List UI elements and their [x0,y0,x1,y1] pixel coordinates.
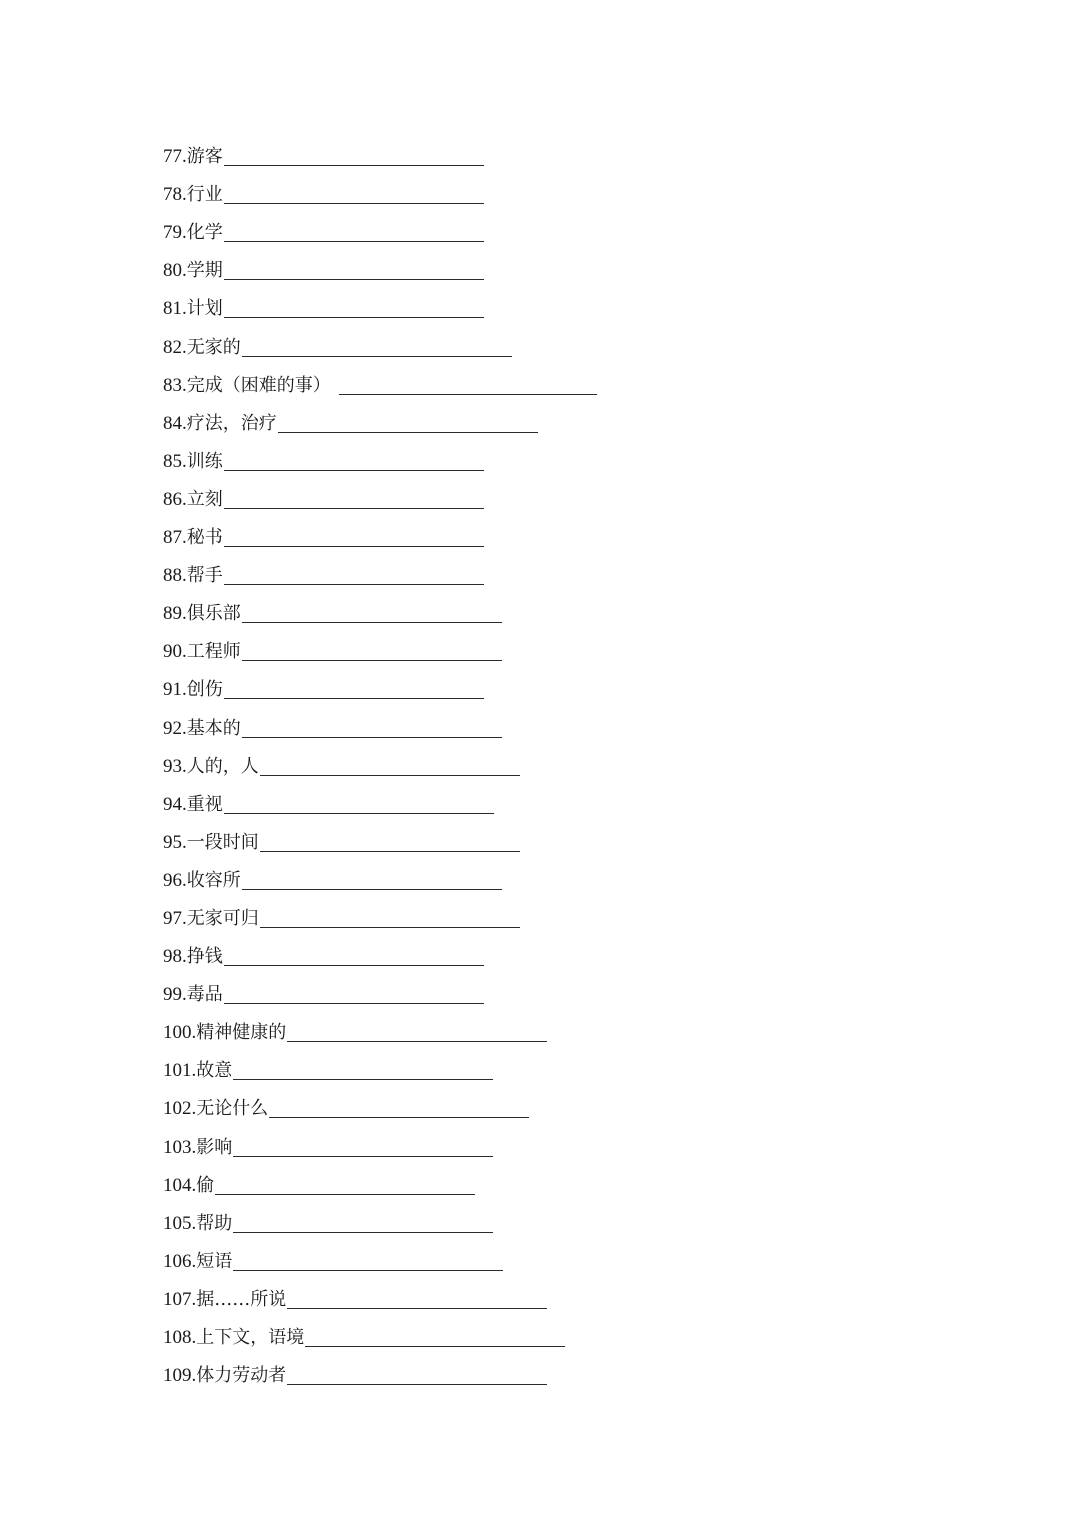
list-item [163,555,963,593]
item-number: 83. [163,374,187,396]
item-term: 工程师 [186,641,241,663]
answer-blank[interactable] [269,1117,529,1118]
item-term: 化学 [186,222,223,244]
item-number: 107. [163,1288,197,1310]
list-item [163,1241,963,1279]
list-item [163,1088,963,1126]
answer-blank[interactable] [260,927,520,928]
list-item [163,441,963,479]
item-number: 82. [163,336,187,358]
answer-blank[interactable] [224,698,484,699]
answer-blank[interactable] [233,1270,503,1271]
item-term: 收容所 [186,869,241,891]
answer-blank[interactable] [242,737,502,738]
list-item [163,1126,963,1164]
item-number: 103. [163,1136,197,1158]
item-term: 游客 [186,146,223,168]
answer-blank[interactable] [242,356,512,357]
item-number: 94. [163,793,187,815]
item-term: 短语 [196,1250,233,1272]
item-number: 108. [163,1327,197,1348]
item-number: 92. [163,717,187,739]
item-term: 毒品 [186,984,223,1006]
answer-blank[interactable] [233,1232,493,1233]
answer-blank[interactable] [224,546,484,547]
item-number: 99. [163,984,187,1006]
list-item [163,1317,963,1355]
item-term: 人的，人 [186,755,259,777]
answer-blank[interactable] [305,1346,565,1347]
item-number: 97. [163,907,187,929]
item-term: 精神健康的 [196,1022,287,1044]
item-term: 帮手 [186,565,223,587]
answer-blank[interactable] [260,775,520,776]
item-number: 101. [163,1060,197,1082]
item-number: 88. [163,565,187,587]
list-item [163,174,963,212]
item-term: 挣钱 [186,946,223,968]
list-item [163,1050,963,1088]
list-item [163,1279,963,1317]
item-number: 102. [163,1098,197,1120]
list-item [163,1355,963,1393]
item-number: 84. [163,412,187,434]
list-item [163,136,963,174]
answer-blank[interactable] [224,279,484,280]
list-item [163,860,963,898]
answer-blank[interactable] [287,1384,547,1385]
answer-blank[interactable] [215,1194,475,1195]
item-term: 无论什么 [196,1098,269,1120]
item-number: 79. [163,222,187,244]
answer-blank[interactable] [233,1079,493,1080]
item-number: 104. [163,1174,197,1196]
answer-blank[interactable] [278,432,538,433]
item-term: 基本的 [186,717,241,739]
item-number: 93. [163,755,187,777]
answer-blank[interactable] [224,203,484,204]
item-term: 秘书 [186,527,223,549]
list-item [163,517,963,555]
item-term: 无家可归 [186,907,259,929]
item-term: 影响 [196,1136,233,1158]
answer-blank[interactable] [224,317,484,318]
item-term: 一段时间 [186,831,259,853]
list-item [163,974,963,1012]
list-item [163,479,963,517]
item-term: 帮助 [196,1212,233,1234]
item-term: 据……所说 [196,1288,287,1310]
answer-blank[interactable] [224,965,484,966]
answer-blank[interactable] [224,508,484,509]
answer-blank[interactable] [224,813,494,814]
list-item [163,1203,963,1241]
item-term: 俱乐部 [186,603,241,625]
item-term: 行业 [186,184,223,206]
item-number: 77. [163,146,187,168]
item-number: 106. [163,1250,197,1272]
answer-blank[interactable] [287,1308,547,1309]
item-number: 80. [163,260,187,282]
list-item [163,365,963,403]
item-term: 计划 [186,298,223,320]
list-item [163,746,963,784]
answer-blank[interactable] [224,241,484,242]
item-number: 78. [163,184,187,206]
item-number: 81. [163,298,187,320]
answer-blank[interactable] [242,889,502,890]
list-item [163,669,963,707]
item-term: 疗法，治疗 [186,412,277,434]
item-term: 重视 [186,793,223,815]
item-term: 创伤 [186,679,223,701]
item-term: 完成（困难的事） [186,374,331,396]
list-item [163,288,963,326]
answer-blank[interactable] [233,1156,493,1157]
item-number: 85. [163,450,187,472]
item-term: 立刻 [186,488,223,510]
list-item [163,898,963,936]
list-item [163,631,963,669]
item-number: 86. [163,488,187,510]
list-item [163,1012,963,1050]
item-number: 105. [163,1212,197,1234]
answer-blank[interactable] [242,622,502,623]
item-number: 100. [163,1022,197,1044]
vocabulary-worksheet [163,136,963,1393]
item-number: 91. [163,679,187,701]
item-number: 89. [163,603,187,625]
item-term: 体力劳动者 [196,1365,287,1387]
list-item [163,212,963,250]
list-item [163,1165,963,1203]
list-item [163,250,963,288]
answer-blank[interactable] [242,660,502,661]
answer-blank[interactable] [287,1041,547,1042]
answer-blank[interactable] [224,584,484,585]
item-number: 95. [163,831,187,853]
list-item [163,707,963,745]
item-term: 故意 [196,1060,233,1082]
item-number: 87. [163,527,187,549]
list-item [163,936,963,974]
item-number: 98. [163,946,187,968]
list-item [163,593,963,631]
item-term: 学期 [186,260,223,282]
item-number: 90. [163,641,187,663]
list-item [163,784,963,822]
list-item [163,822,963,860]
item-term: 上下文，语境 [196,1327,305,1348]
item-number: 109. [163,1365,197,1387]
answer-blank[interactable] [224,470,484,471]
item-term: 训练 [186,450,223,472]
answer-blank[interactable] [224,165,484,166]
answer-blank[interactable] [260,851,520,852]
item-term: 无家的 [186,336,241,358]
item-number: 96. [163,869,187,891]
list-item [163,403,963,441]
answer-blank[interactable] [224,1003,484,1004]
list-item [163,326,963,364]
answer-blank[interactable] [339,394,597,395]
item-term: 偷 [196,1174,215,1196]
